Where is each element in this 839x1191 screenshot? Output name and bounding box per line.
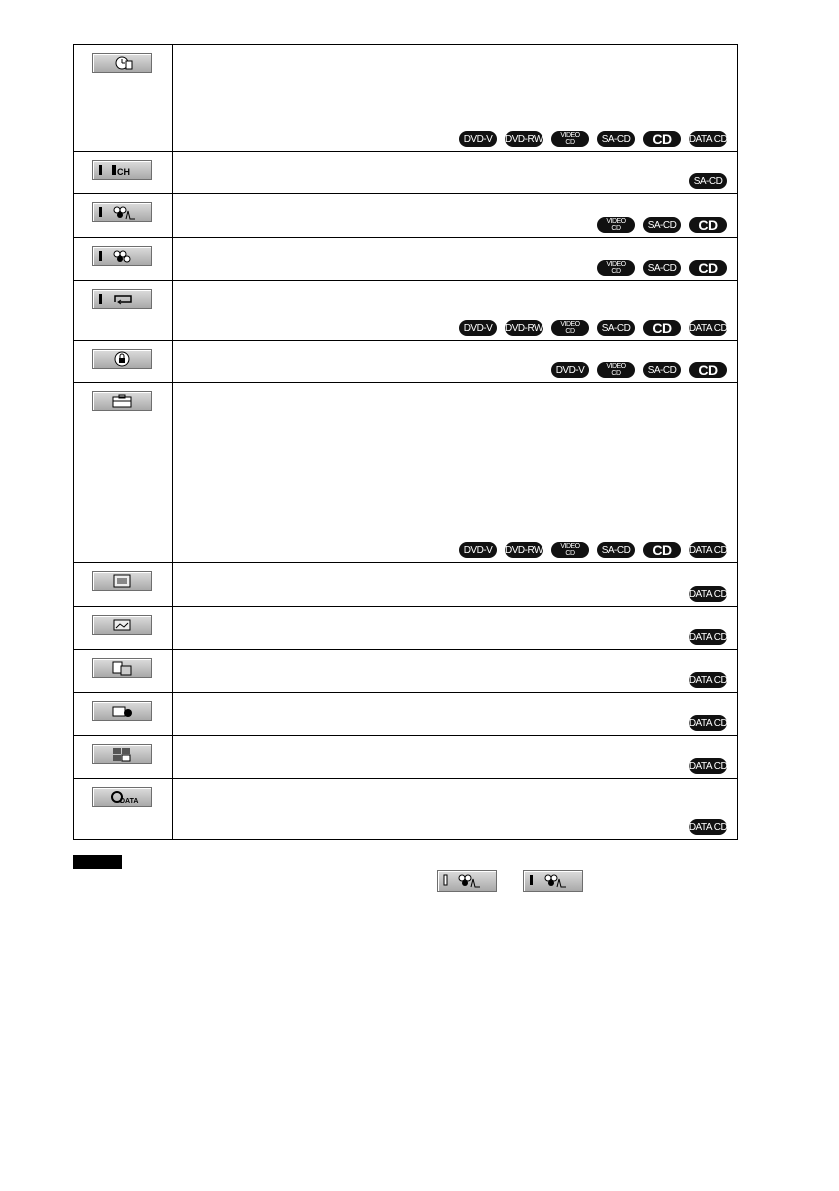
- icon-cell: [74, 779, 173, 840]
- disc-type-badges: [689, 758, 727, 774]
- icon-cell: [74, 693, 173, 736]
- description-cell: [173, 45, 738, 152]
- clock-icon: [92, 53, 152, 73]
- disc-type-badges: [689, 715, 727, 731]
- disc-type-badge: SA-CD: [689, 173, 727, 189]
- disc-type-badge: DATA CD: [689, 131, 727, 147]
- lock-icon: [92, 349, 152, 369]
- disc-type-badge: SA-CD: [597, 320, 635, 336]
- disc-type-badge: DVD-V: [459, 542, 497, 558]
- thumbnail-grid-icon: [92, 744, 152, 764]
- feature-table: [73, 44, 738, 840]
- disc-type-badge: SA-CD: [597, 542, 635, 558]
- disc-type-badge: DVD-RW: [505, 320, 543, 336]
- description-cell: [173, 238, 738, 281]
- disc-type-badges: [551, 362, 727, 378]
- disc-type-badges: [689, 173, 727, 189]
- repeat-icon: [92, 289, 152, 309]
- disc-type-badge: DATA CD: [689, 542, 727, 558]
- channel-icon: [92, 160, 152, 180]
- icon-cell: [74, 736, 173, 779]
- icon-cell: [74, 341, 173, 383]
- disc-type-badge: VIDEO CD: [597, 217, 635, 233]
- disc-type-badge: DATA CD: [689, 320, 727, 336]
- description-cell: [173, 607, 738, 650]
- disc-type-badge: SA-CD: [643, 217, 681, 233]
- disc-type-badge: CD: [643, 320, 681, 336]
- disc-type-badges: [459, 542, 727, 558]
- disc-type-badge: DATA CD: [689, 586, 727, 602]
- album-icon: [92, 571, 152, 591]
- toolbox-icon: [92, 391, 152, 411]
- description-cell: [173, 281, 738, 341]
- disc-type-badges: [689, 672, 727, 688]
- description-cell: [173, 563, 738, 607]
- notes-heading-bar: [73, 855, 122, 869]
- disc-type-badge: VIDEO CD: [551, 131, 589, 147]
- icon-cell: [74, 383, 173, 563]
- disc-type-badge: VIDEO CD: [551, 320, 589, 336]
- disc-type-badge: DVD-V: [459, 131, 497, 147]
- disc-type-badge: CD: [643, 542, 681, 558]
- description-cell: [173, 383, 738, 563]
- svg-text:CH: CH: [117, 167, 130, 177]
- disc-type-badges: [459, 320, 727, 336]
- disc-type-badges: [597, 260, 727, 276]
- disc-type-badges: [689, 586, 727, 602]
- description-cell: [173, 736, 738, 779]
- icon-cell: [74, 563, 173, 607]
- disc-type-badge: DVD-V: [551, 362, 589, 378]
- disc-type-badge: SA-CD: [643, 362, 681, 378]
- program-icon: [92, 202, 152, 222]
- icon-cell: [74, 152, 173, 194]
- icon-cell: [74, 607, 173, 650]
- disc-type-badge: DATA CD: [689, 715, 727, 731]
- disc-type-badge: DATA CD: [689, 629, 727, 645]
- disc-type-badge: DVD-V: [459, 320, 497, 336]
- disc-type-badge: VIDEO CD: [551, 542, 589, 558]
- program-on-icon: [523, 870, 583, 892]
- disc-type-badge: CD: [689, 362, 727, 378]
- disc-type-badge: CD: [689, 260, 727, 276]
- disc-type-badge: SA-CD: [597, 131, 635, 147]
- disc-type-badge: VIDEO CD: [597, 260, 635, 276]
- disc-type-badge: CD: [689, 217, 727, 233]
- data-mode-icon: [92, 787, 152, 807]
- disc-type-badges: [689, 629, 727, 645]
- disc-type-badge: DATA CD: [689, 672, 727, 688]
- disc-type-badge: DATA CD: [689, 819, 727, 835]
- disc-type-badges: [689, 819, 727, 835]
- disc-type-badge: VIDEO CD: [597, 362, 635, 378]
- description-cell: [173, 779, 738, 840]
- disc-type-badge: DATA CD: [689, 758, 727, 774]
- description-cell: [173, 194, 738, 238]
- description-cell: [173, 341, 738, 383]
- icon-cell: [74, 194, 173, 238]
- shuffle-icon: [92, 246, 152, 266]
- description-cell: [173, 693, 738, 736]
- program-off-icon: [437, 870, 497, 892]
- icon-cell: [74, 650, 173, 693]
- description-cell: [173, 152, 738, 194]
- slideshow-icon: [92, 701, 152, 721]
- disc-type-badges: [597, 217, 727, 233]
- svg-text:DATA: DATA: [120, 798, 139, 805]
- disc-type-badge: DVD-RW: [505, 542, 543, 558]
- icon-cell: [74, 238, 173, 281]
- description-cell: [173, 650, 738, 693]
- icon-cell: [74, 281, 173, 341]
- picture-icon: [92, 615, 152, 635]
- disc-type-badge: CD: [643, 131, 681, 147]
- icon-cell: [74, 45, 173, 152]
- disc-type-badges: [459, 131, 727, 147]
- file-list-icon: [92, 658, 152, 678]
- disc-type-badge: DVD-RW: [505, 131, 543, 147]
- disc-type-badge: SA-CD: [643, 260, 681, 276]
